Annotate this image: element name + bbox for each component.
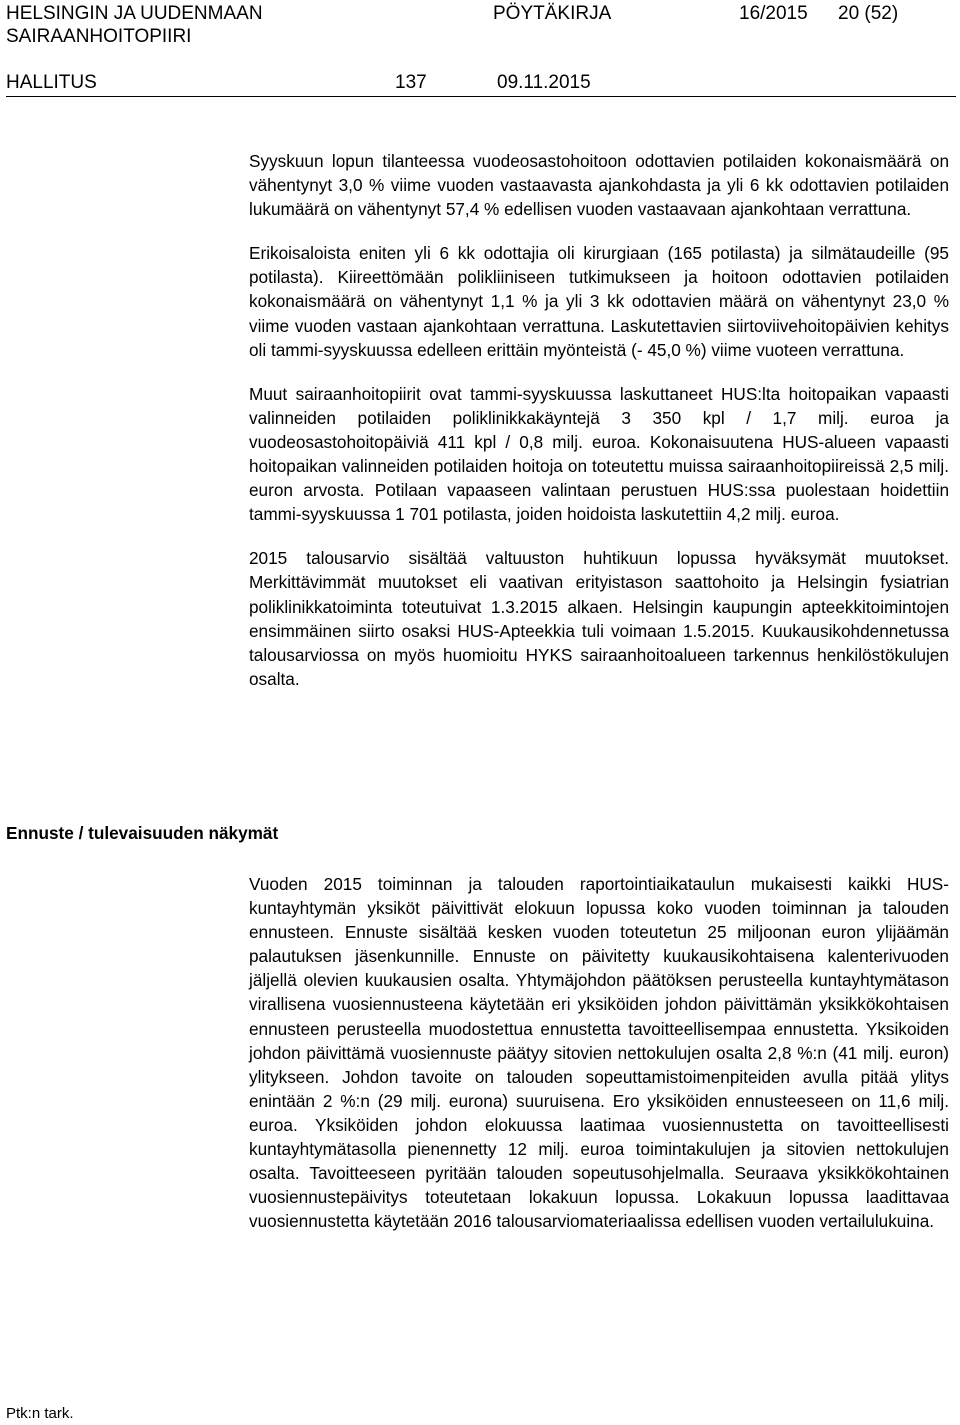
doc-type: PÖYTÄKIRJA	[493, 3, 612, 24]
paragraph-forecast: Vuoden 2015 toiminnan ja talouden raportointiaikataulun mukaisesti kaikki HUS-kuntayhtymän yksiköt päivittivät elokuun lopussa koko vuoden toiminnan ja talouden ennusteen. Ennuste sisältää kesken vuoden toteutetun 25 miljoonan euron ylijäämän palautuksen jäsenkunnille. Ennuste on päivitetty kuukausikohtaisena kalenterivuoden jäljellä olevien kuukausien osalta. Yhtymäjohdon päätöksen perusteella kuntayhtymätason virallisena vuosiennusteena käytetään eri yksiköiden johdon päivittämän yksikkökohtaisen ennusteen perusteella muodostettua ennustetta tavoitteellisempaa ennustetta. Yksikoiden johdon päivittämä vuosiennuste päätyy sitovien nettokulujen osalta 2,8 %:n (41 milj. euron) ylitykseen. Johdon tavoite on talouden sopeuttamistoimenpiteiden avulla pitää ylitys enintään 2 %:n (29 milj. eurona) suuruisena. Ero yksiköiden ennusteeseen on 11,6 milj. euroa. Yksiköiden johdon elokuussa laatimaa vuosiennustetta on tavoitteellisesti kuntayhtymätasolla pienennetty 12 milj. euroa toimintakulujen ja sitovien nettokulujen osalta. Tavoitteeseen pyritään talouden sopeutusohjelmalla. Seuraava yksikkökohtainen vuosiennustepäivitys toteutetaan lokakuun lopussa. Lokakuun lopussa laadittavaa vuosiennustetta käytetään 2016 talousarviomateriaalissa edellisen vuoden vertailulukuina.	[249, 874, 949, 1232]
governing-body: HALLITUS	[6, 72, 97, 93]
doc-number: 16/2015	[739, 3, 808, 24]
section-number: 137	[395, 72, 427, 93]
paragraph-specialties: Erikoisaloista eniten yli 6 kk odottajia oli kirurgiaan (165 potilasta) ja silmätaudeille (95 potilasta). Kiireettömään polikliiniseen tutkimukseen ja hoitoon odottavien potilaiden kokonaismäärä on vähentynyt 1,1 % ja yli 3 kk odottavien määrä on vähentynyt 23,0 % viime vuoden vastaan ajankohtaan verrattuna. Laskutettavien siirtoviivehoitopäivien kehitys oli tammi-syyskuussa edelleen erittäin myönteistä (- 45,0 %) viime vuoteen verrattuna.	[249, 243, 949, 360]
page-number: 20 (52)	[838, 3, 899, 24]
paragraph-queue-status: Syyskuun lopun tilanteessa vuodeosastohoitoon odottavien potilaiden kokonaismäärä on vähentynyt 3,0 % viime vuoden vastaavasta ajankohdasta ja yli 6 kk odottavien potilaiden lukumäärä on vähentynyt 57,4 % edellisen vuoden vastaavaan ajankohtaan verrattuna.	[249, 151, 949, 220]
minutes-check-note: Ptk:n tark.	[6, 1405, 74, 1422]
forecast-text	[249, 872, 949, 1233]
paragraph-other-districts: Muut sairaanhoitopiirit ovat tammi-syyskuussa laskuttaneet HUS:lta hoitopaikan vapaasti valinneiden potilaiden poliklinikkakäyntejä 3 350 kpl / 1,7 milj. euroa ja vuodeosastohoitopäiviä 411 kpl / 0,8 milj. euroa. Kokonaisuutena HUS-alueen vapaasti hoitopaikan valinneiden potilaiden hoitoja on toteutettu muissa sairaanhoitopiireissä 2,5 milj. euron arvosta. Potilaan vapaaseen valintaan perustuen HUS:ssa puolestaan hoidettiin tammi-syyskuussa 1 701 potilasta, joiden hoidoista laskutettiin 4,2 milj. euroa.	[249, 383, 949, 525]
org-name-line1: HELSINGIN JA UUDENMAAN	[6, 3, 263, 24]
main-text	[249, 149, 949, 691]
org-name-line2: SAIRAANHOITOPIIRI	[6, 26, 192, 47]
meeting-date: 09.11.2015	[497, 72, 591, 93]
header-divider	[6, 96, 956, 97]
paragraph-budget-changes: 2015 talousarvio sisältää valtuuston huhtikuun lopussa hyväksymät muutokset. Merkittävimmät muutokset eli vaativan erityistason saattohoito ja Helsingin fysiatrian poliklinikkatoiminta toteutuivat 1.3.2015 alkaen. Helsingin kaupungin apteekkitoimintojen ensimmäinen siirto osaksi HUS-Apteekkia tuli voimaan 1.5.2015. Kuukausikohdennetussa talousarviossa on myös huomioitu HYKS sairaanhoitoalueen tarkennus henkilöstökulujen osalta.	[249, 548, 949, 689]
forecast-heading: Ennuste / tulevaisuuden näkymät	[6, 823, 279, 843]
